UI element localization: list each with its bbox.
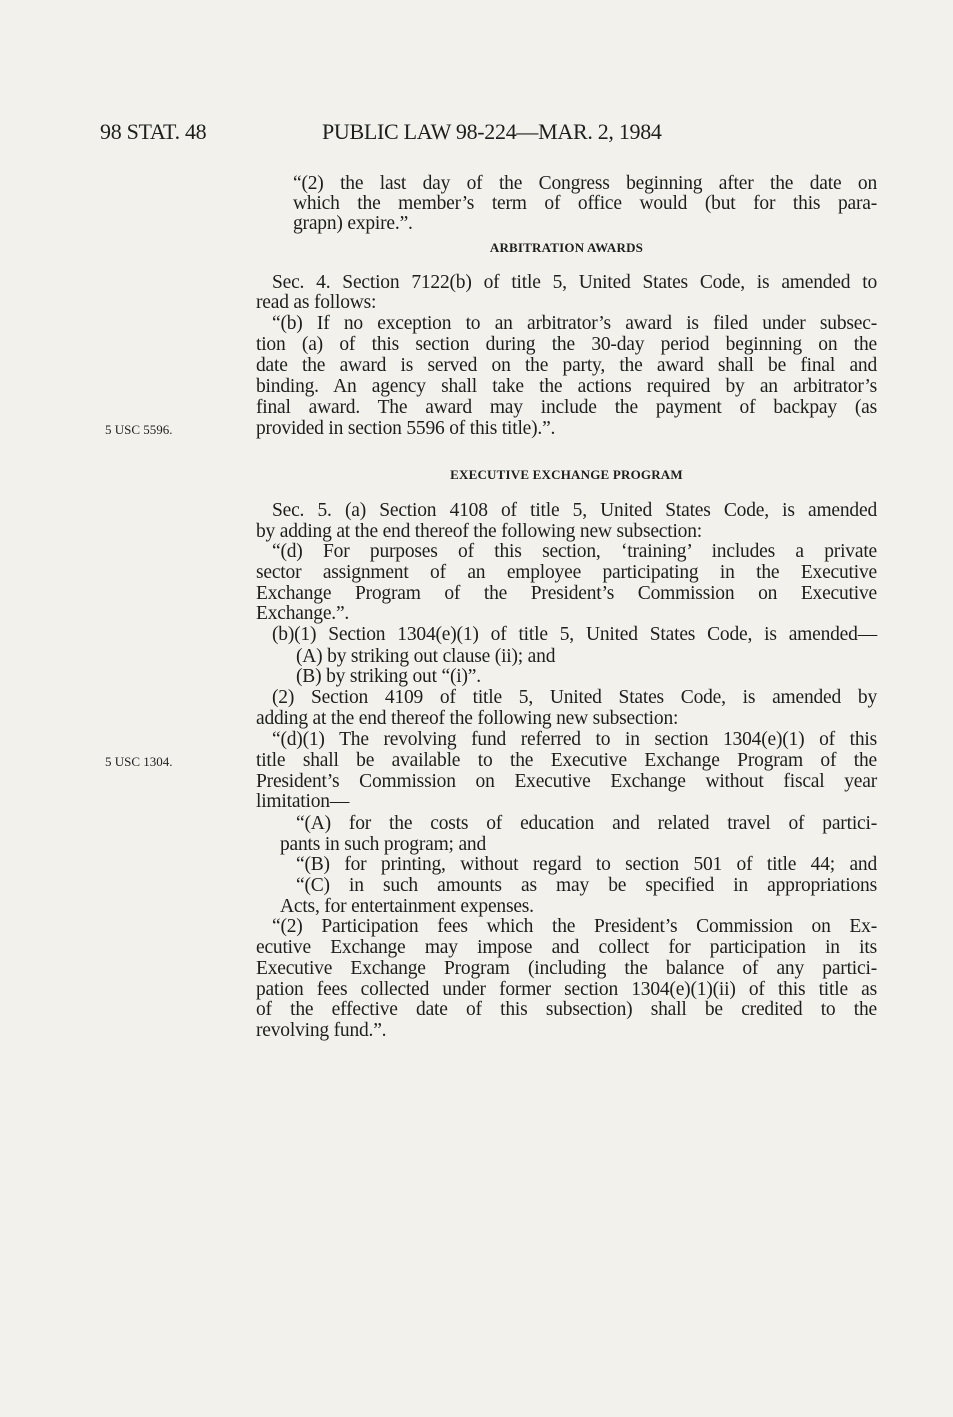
text-line: Sec. 4. Section 7122(b) of title 5, United States Code, is amended to [272, 272, 877, 293]
text-line: President’s Commission on Executive Exchange without fiscal year [256, 771, 877, 792]
running-header-title: PUBLIC LAW 98-224—MAR. 2, 1984 [322, 119, 662, 144]
text-line: (b)(1) Section 1304(e)(1) of title 5, United States Code, is amended— [272, 624, 877, 645]
text-line: “(d)(1) The revolving fund referred to in section 1304(e)(1) of this [272, 729, 877, 750]
text-line: “(b) If no exception to an arbitrator’s award is filed under subsec- [272, 313, 877, 334]
text-line: Acts, for entertainment expenses. [280, 896, 534, 917]
text-line: Exchange Program of the President’s Commission on Executive [256, 583, 877, 604]
text-line: Executive Exchange Program (including the balance of any partici- [256, 958, 877, 979]
text-line: limitation— [256, 791, 350, 812]
text-line: pation fees collected under former section 1304(e)(1)(ii) of this title as [256, 979, 877, 1000]
text-line: (B) by striking out “(i)”. [296, 666, 481, 687]
text-line: grapn) expire.”. [293, 213, 413, 234]
text-line: which the member’s term of office would (but for this para- [293, 193, 877, 214]
text-line: tion (a) of this section during the 30-day period beginning on the [256, 334, 877, 355]
text-line: by adding at the end thereof the following new subsection: [256, 521, 702, 542]
text-line: read as follows: [256, 292, 377, 313]
text-line: ecutive Exchange may impose and collect for participation in its [256, 937, 877, 958]
text-line: date the award is served on the party, the award shall be final and [256, 355, 877, 376]
text-line: final award. The award may include the payment of backpay (as [256, 397, 877, 418]
stat-page-number: 98 STAT. 48 [100, 119, 207, 144]
section-heading-executive-exchange: EXECUTIVE EXCHANGE PROGRAM [450, 467, 683, 482]
text-line: revolving fund.”. [256, 1020, 387, 1041]
text-line: (A) by striking out clause (ii); and [296, 646, 556, 667]
text-line: sector assignment of an employee participating in the Executive [256, 562, 877, 583]
text-line: “(A) for the costs of education and related travel of partici- [296, 813, 877, 834]
text-line: “(d) For purposes of this section, ‘training’ includes a private [272, 541, 877, 562]
text-line: adding at the end thereof the following new subsection: [256, 708, 679, 729]
text-line: “(B) for printing, without regard to section 501 of title 44; and [296, 854, 877, 875]
text-line: Exchange.”. [256, 603, 350, 624]
text-line: pants in such program; and [280, 834, 487, 855]
text-line: of the effective date of this subsection) shall be credited to the [256, 999, 877, 1020]
text-line: binding. An agency shall take the actions required by an arbitrator’s [256, 376, 877, 397]
text-line: (2) Section 4109 of title 5, United States Code, is amended by [272, 687, 877, 708]
section-heading-arbitration-awards: ARBITRATION AWARDS [489, 240, 644, 255]
margin-note-citation: 5 USC 1304. [105, 754, 173, 769]
text-line: “(2) Participation fees which the President’s Commission on Ex- [272, 916, 877, 937]
margin-note-citation: 5 USC 5596. [105, 422, 173, 437]
text-line: title shall be available to the Executive Exchange Program of the [256, 750, 877, 771]
text-line: “(C) in such amounts as may be specified in appropriations [296, 875, 877, 896]
text-line: provided in section 5596 of this title).”. [256, 418, 556, 439]
text-line: “(2) the last day of the Congress beginning after the date on [293, 173, 877, 194]
text-line: Sec. 5. (a) Section 4108 of title 5, United States Code, is amended [272, 500, 877, 521]
